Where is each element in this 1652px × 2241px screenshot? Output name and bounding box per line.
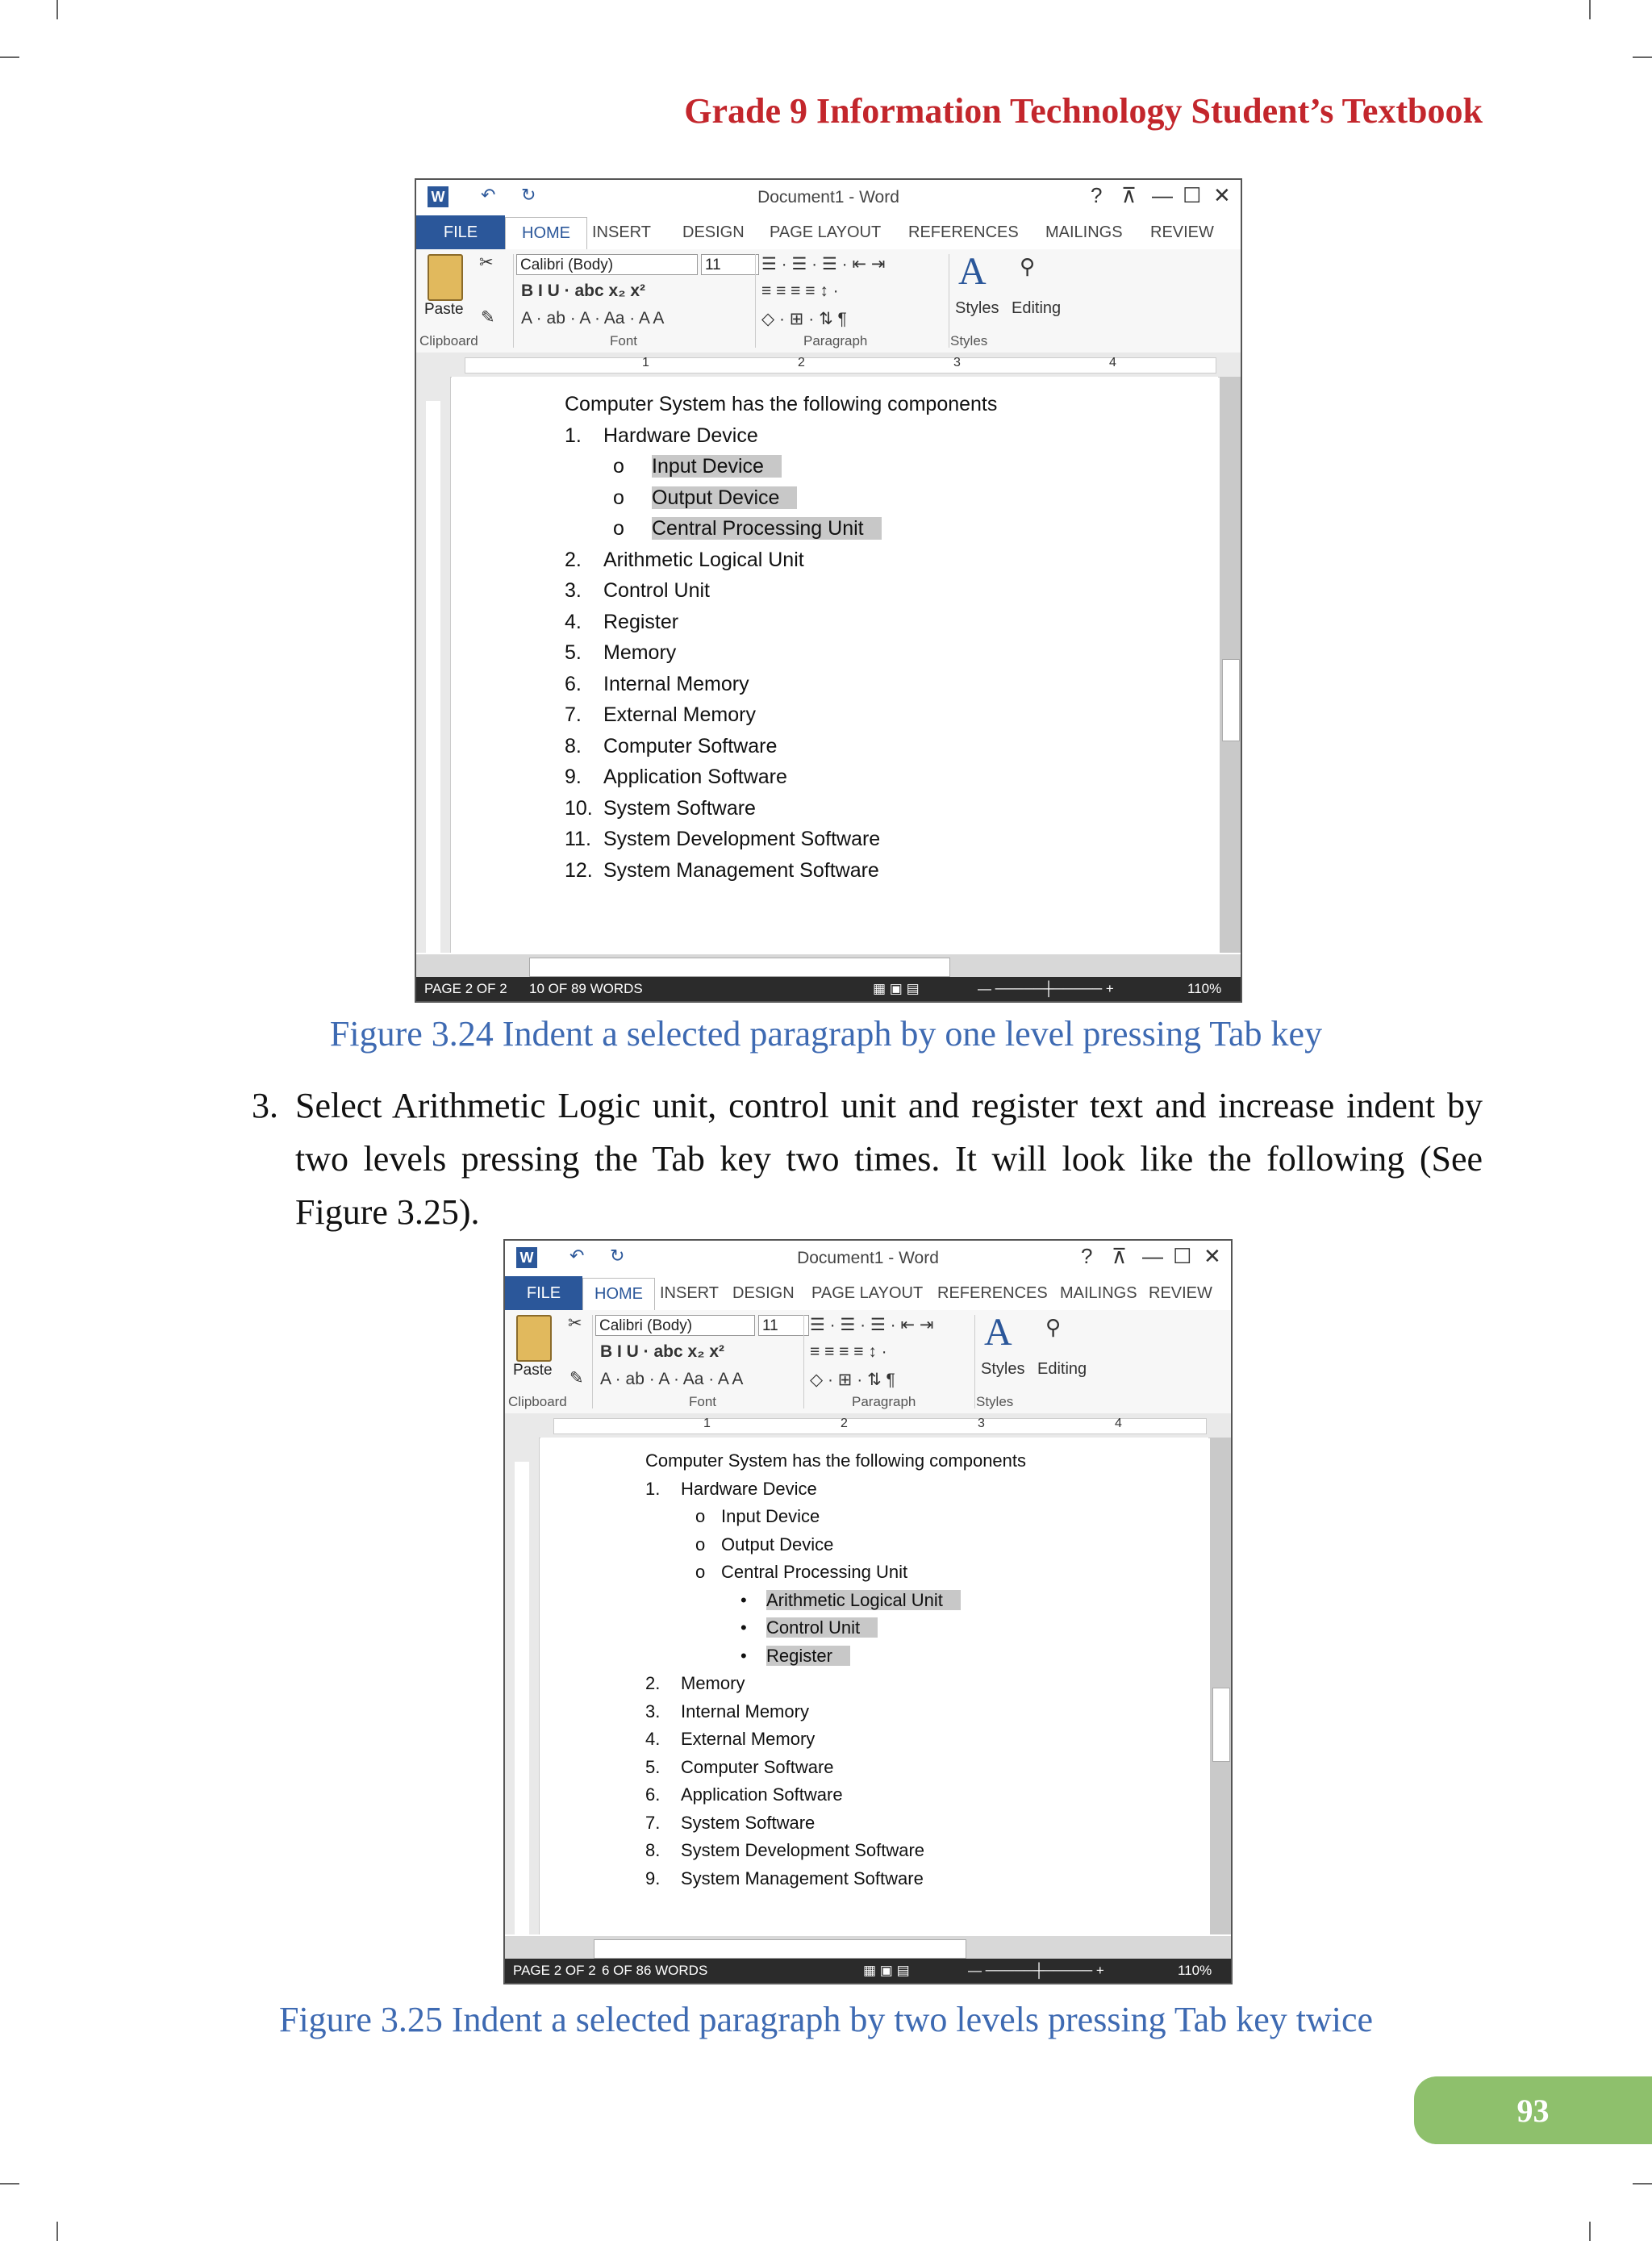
vertical-ruler	[416, 377, 451, 953]
group-label-clipboard: Clipboard	[419, 333, 478, 348]
word-count[interactable]: 10 OF 89 WORDS	[529, 981, 643, 996]
list-marker: 7.	[645, 1812, 661, 1833]
list-item-text: Internal Memory	[603, 672, 749, 695]
font-name-box[interactable]: Calibri (Body)	[516, 254, 698, 275]
tab-page-layout[interactable]: PAGE LAYOUT	[811, 1284, 924, 1302]
crop-mark	[56, 0, 58, 19]
divider	[513, 254, 514, 348]
ribbon	[505, 1310, 1231, 1414]
crop-mark	[1589, 0, 1591, 19]
list-item-text: Input Device	[721, 1506, 820, 1526]
ribbon-tabs	[505, 1276, 1231, 1311]
close-icon[interactable]: ✕	[1204, 1244, 1221, 1268]
list-item[interactable]	[681, 1479, 817, 1500]
step-3	[252, 1079, 1483, 1239]
list-item-text: Output Device	[721, 1534, 834, 1555]
ruler-track	[553, 1418, 1207, 1434]
window-title: Document1 - Word	[797, 1249, 939, 1267]
tab-page-layout[interactable]: PAGE LAYOUT	[770, 223, 882, 241]
vertical-scroll-thumb[interactable]	[1212, 1688, 1230, 1762]
title-bar	[505, 1241, 1231, 1276]
align-buttons-icon[interactable]: ≡ ≡ ≡ ≡ ↕ ·	[810, 1342, 887, 1361]
list-item-text: System Development Software	[681, 1840, 925, 1860]
vertical-scroll-thumb[interactable]	[1222, 659, 1240, 741]
ribbon	[416, 249, 1241, 353]
minimize-icon[interactable]: —	[1152, 183, 1173, 207]
divider	[974, 1315, 975, 1408]
crop-mark	[1633, 2183, 1652, 2185]
horizontal-scroll-thumb[interactable]	[529, 958, 950, 977]
list-item[interactable]	[766, 1590, 961, 1611]
list-buttons-icon[interactable]: ☰ · ☰ · ☰ · ⇤ ⇥	[761, 255, 886, 273]
step-number: 3.	[252, 1086, 278, 1125]
shading-border-icon[interactable]: ◇ · ⊞ · ⇅ ¶	[810, 1371, 895, 1389]
list-item[interactable]	[652, 486, 797, 510]
list-marker: •	[740, 1617, 747, 1638]
word-count[interactable]: 6 OF 86 WORDS	[602, 1963, 708, 1978]
help-icon[interactable]: ?	[1091, 183, 1103, 207]
list-item[interactable]	[603, 611, 678, 634]
list-item[interactable]	[652, 517, 882, 540]
list-marker: •	[740, 1645, 747, 1666]
list-item[interactable]	[721, 1506, 820, 1527]
crop-mark	[56, 2222, 58, 2241]
vertical-scrollbar[interactable]	[1220, 377, 1241, 953]
zoom-level[interactable]: 110%	[1178, 1963, 1212, 1978]
divider	[592, 1315, 593, 1408]
cut-icon[interactable]: ✂	[479, 253, 494, 272]
list-marker: 6.	[565, 672, 582, 695]
list-item[interactable]	[603, 703, 756, 727]
minimize-icon[interactable]: —	[1142, 1244, 1163, 1268]
list-item[interactable]	[603, 641, 676, 665]
horizontal-scroll-thumb[interactable]	[594, 1939, 966, 1959]
bold-italic-underline-icons[interactable]: B I U · abc x₂ x²	[600, 1342, 725, 1361]
crop-mark	[0, 56, 19, 58]
group-label-paragraph: Paragraph	[803, 333, 868, 348]
list-item-text: Arithmetic Logical Unit	[766, 1590, 961, 1610]
crop-mark	[1589, 2222, 1591, 2241]
vertical-ruler-track	[426, 401, 440, 953]
list-item[interactable]	[681, 1784, 843, 1805]
list-item-text: Register	[766, 1646, 850, 1666]
group-label-font: Font	[610, 333, 638, 348]
document-page[interactable]	[452, 377, 1218, 953]
list-item[interactable]	[603, 579, 710, 603]
list-item-text: Application Software	[681, 1784, 843, 1805]
list-marker: o	[613, 455, 624, 478]
tab-home[interactable]: HOME	[582, 1278, 655, 1311]
group-label-styles: Styles	[976, 1394, 1014, 1409]
ruler-number: 1	[642, 356, 649, 369]
tab-home[interactable]: HOME	[505, 217, 587, 250]
word-app-icon: W	[428, 186, 448, 207]
tab-file[interactable]: FILE	[416, 215, 505, 249]
font-name-box[interactable]: Calibri (Body)	[595, 1315, 755, 1336]
view-buttons-icon[interactable]: ▦ ▣ ▤	[873, 981, 920, 996]
ruler-number: 4	[1115, 1417, 1122, 1430]
list-item-text: Memory	[681, 1673, 745, 1693]
paste-label[interactable]: Paste	[424, 301, 464, 318]
list-marker: 12.	[565, 858, 593, 882]
list-item-text: System Software	[603, 796, 756, 820]
paste-icon[interactable]	[428, 254, 463, 301]
editing-icon[interactable]: ⚲	[1020, 254, 1036, 278]
list-item-text: Computer Software	[681, 1756, 834, 1777]
zoom-slider[interactable]: — ─────┼───── +	[968, 1963, 1104, 1978]
page-header: Grade 9 Information Technology Student’s Textbook	[684, 91, 1483, 131]
list-marker: o	[695, 1562, 706, 1582]
list-marker: 9.	[645, 1868, 661, 1888]
list-item-text: Hardware Device	[681, 1478, 817, 1499]
list-marker: 2.	[645, 1673, 661, 1693]
list-item-text: Computer Software	[603, 734, 778, 757]
figure-3-25-caption: Figure 3.25 Indent a selected paragraph by two levels pressing Tab key twice	[278, 2000, 1374, 2039]
tab-mailings[interactable]: MAILINGS	[1045, 223, 1123, 241]
align-buttons-icon[interactable]: ≡ ≡ ≡ ≡ ↕ ·	[761, 282, 839, 300]
redo-icon[interactable]: ↻	[521, 185, 536, 205]
list-item-text: Output Device	[652, 486, 797, 509]
vertical-scrollbar[interactable]	[1210, 1438, 1231, 1934]
font-size-box[interactable]: 11	[701, 254, 759, 275]
tab-mailings[interactable]: MAILINGS	[1060, 1284, 1137, 1302]
page-number: 93	[1414, 2076, 1652, 2144]
list-item-text: Input Device	[652, 455, 782, 478]
tab-design[interactable]: DESIGN	[682, 223, 745, 241]
list-marker: 3.	[565, 579, 582, 602]
list-item[interactable]	[603, 828, 880, 851]
list-item-text: Hardware Device	[603, 424, 758, 447]
group-label-paragraph: Paragraph	[852, 1394, 916, 1409]
list-item-text: System Management Software	[681, 1868, 924, 1888]
ribbon-display-icon[interactable]: ⊼	[1121, 183, 1137, 207]
list-marker: •	[740, 1589, 747, 1610]
list-marker: o	[613, 517, 624, 540]
divider	[755, 254, 756, 348]
list-marker: 4.	[565, 610, 582, 633]
group-label-clipboard: Clipboard	[508, 1394, 567, 1409]
word-window-figure-3-24	[415, 178, 1242, 1003]
editing-label[interactable]: Editing	[1012, 299, 1062, 317]
group-label-font: Font	[689, 1394, 717, 1409]
list-item-text: Arithmetic Logical Unit	[603, 548, 804, 571]
list-item[interactable]	[603, 549, 804, 572]
styles-label[interactable]: Styles	[955, 299, 999, 317]
undo-icon[interactable]: ↶	[569, 1246, 585, 1266]
crop-mark	[0, 2183, 19, 2185]
maximize-icon[interactable]: ☐	[1173, 1244, 1192, 1268]
list-marker: 2.	[565, 548, 582, 571]
word-app-icon: W	[516, 1247, 537, 1268]
undo-icon[interactable]: ↶	[481, 185, 496, 205]
styles-icon[interactable]: A	[958, 250, 987, 293]
list-marker: o	[695, 1506, 706, 1526]
styles-label[interactable]: Styles	[981, 1360, 1025, 1378]
list-marker: 8.	[565, 734, 582, 757]
list-item-text: Central Processing Unit	[652, 517, 882, 540]
list-item[interactable]	[721, 1534, 833, 1555]
list-marker: 9.	[565, 766, 582, 788]
figure-3-24-caption: Figure 3.24 Indent a selected paragraph by one level pressing Tab key	[329, 1014, 1323, 1054]
list-item-text: Memory	[603, 641, 677, 664]
word-window-figure-3-25	[503, 1239, 1233, 1984]
editing-icon[interactable]: ⚲	[1045, 1315, 1062, 1339]
list-item[interactable]	[603, 424, 758, 448]
ruler-track	[465, 357, 1216, 374]
tab-review[interactable]: REVIEW	[1149, 1284, 1212, 1302]
list-marker: 5.	[565, 641, 582, 664]
title-bar	[416, 180, 1241, 215]
cut-icon[interactable]: ✂	[568, 1314, 582, 1333]
list-item[interactable]	[603, 859, 879, 883]
zoom-level[interactable]: 110%	[1187, 981, 1222, 996]
ribbon-tabs	[416, 215, 1241, 250]
ruler-number: 1	[703, 1417, 711, 1430]
list-item-text: Control Unit	[603, 579, 710, 602]
format-painter-icon[interactable]: ✎	[569, 1369, 584, 1388]
vertical-ruler-track	[515, 1462, 529, 1934]
list-item-text: External Memory	[603, 703, 756, 726]
tab-insert[interactable]: INSERT	[660, 1284, 719, 1302]
ruler-number: 3	[978, 1417, 985, 1430]
ribbon-display-icon[interactable]: ⊼	[1112, 1244, 1128, 1268]
crop-mark	[1633, 56, 1652, 58]
list-item-text: System Software	[681, 1812, 816, 1833]
list-item[interactable]	[652, 455, 782, 478]
list-marker: 8.	[645, 1840, 661, 1860]
paste-label[interactable]: Paste	[513, 1362, 553, 1379]
document-page[interactable]	[540, 1438, 1208, 1934]
styles-icon[interactable]: A	[984, 1311, 1012, 1354]
list-marker: 7.	[565, 703, 582, 726]
list-item-text: Central Processing Unit	[721, 1562, 908, 1582]
list-item[interactable]	[721, 1562, 907, 1583]
list-item[interactable]	[603, 797, 756, 820]
horizontal-scrollbar[interactable]	[505, 1936, 1231, 1960]
list-item-text: Register	[603, 610, 679, 633]
status-bar	[416, 977, 1241, 1001]
doc-heading: Computer System has the following components	[645, 1450, 1027, 1471]
paste-icon[interactable]	[516, 1315, 552, 1362]
list-marker: 10.	[565, 796, 593, 820]
list-marker: 6.	[645, 1784, 661, 1805]
list-item-text: External Memory	[681, 1729, 816, 1749]
list-marker: 11.	[565, 828, 591, 850]
list-item-text: Internal Memory	[681, 1701, 809, 1721]
tab-insert[interactable]: INSERT	[592, 223, 651, 241]
tab-references[interactable]: REFERENCES	[908, 223, 1019, 241]
tab-review[interactable]: REVIEW	[1150, 223, 1214, 241]
maximize-icon[interactable]: ☐	[1183, 183, 1202, 207]
font-size-box[interactable]: 11	[758, 1315, 809, 1336]
list-item-text: System Management Software	[603, 858, 879, 882]
shading-border-icon[interactable]: ◇ · ⊞ · ⇅ ¶	[761, 310, 847, 328]
group-label-styles: Styles	[950, 333, 988, 348]
status-bar	[505, 1959, 1231, 1983]
list-marker: 1.	[645, 1478, 661, 1499]
page-count[interactable]: PAGE 2 OF 2	[424, 981, 507, 996]
list-item[interactable]	[681, 1840, 924, 1861]
tab-design[interactable]: DESIGN	[732, 1284, 795, 1302]
list-item[interactable]	[766, 1617, 878, 1638]
divider	[803, 1315, 804, 1408]
vertical-ruler	[505, 1438, 540, 1934]
ruler-number: 3	[953, 356, 961, 369]
list-marker: 4.	[645, 1729, 661, 1749]
list-marker: o	[613, 486, 624, 509]
editing-label[interactable]: Editing	[1037, 1360, 1087, 1378]
list-item[interactable]	[603, 766, 787, 789]
ruler-number: 2	[841, 1417, 848, 1430]
list-item[interactable]	[766, 1646, 850, 1667]
list-item-text: Application Software	[603, 766, 787, 788]
list-item[interactable]	[681, 1757, 834, 1778]
redo-icon[interactable]: ↻	[610, 1246, 625, 1266]
zoom-slider[interactable]: — ─────┼───── +	[978, 981, 1114, 996]
list-item[interactable]	[603, 673, 749, 696]
list-marker: o	[695, 1534, 706, 1555]
tab-references[interactable]: REFERENCES	[937, 1284, 1048, 1302]
horizontal-scrollbar[interactable]	[416, 954, 1241, 979]
doc-heading: Computer System has the following components	[565, 393, 998, 415]
window-title: Document1 - Word	[757, 188, 899, 207]
ruler-number: 2	[798, 356, 805, 369]
list-buttons-icon[interactable]: ☰ · ☰ · ☰ · ⇤ ⇥	[810, 1316, 934, 1334]
list-item-text: Control Unit	[766, 1617, 878, 1638]
list-item[interactable]	[603, 735, 777, 758]
list-item[interactable]	[681, 1701, 809, 1722]
list-item[interactable]	[681, 1813, 815, 1834]
format-painter-icon[interactable]: ✎	[481, 308, 495, 327]
bold-italic-underline-icons[interactable]: B I U · abc x₂ x²	[521, 282, 646, 300]
horizontal-ruler	[416, 353, 1241, 378]
list-item[interactable]	[681, 1673, 745, 1694]
view-buttons-icon[interactable]: ▦ ▣ ▤	[863, 1963, 910, 1978]
help-icon[interactable]: ?	[1081, 1244, 1093, 1268]
step-text: Select Arithmetic Logic unit, control unit and register text and increase indent by two levels pressing the Tab key two times. It will look like the following (See Figure 3.25).	[295, 1086, 1483, 1232]
list-item[interactable]	[681, 1868, 924, 1889]
list-item[interactable]	[681, 1729, 815, 1750]
list-marker: 3.	[645, 1701, 661, 1721]
list-item-text: System Development Software	[603, 828, 881, 850]
list-marker: 1.	[565, 424, 582, 447]
ruler-number: 4	[1109, 356, 1116, 369]
font-color-icons[interactable]: A · ab · A · Aa · A A	[521, 309, 665, 328]
list-marker: 5.	[645, 1756, 661, 1777]
close-icon[interactable]: ✕	[1213, 183, 1231, 207]
font-color-icons[interactable]: A · ab · A · Aa · A A	[600, 1370, 744, 1388]
horizontal-ruler	[505, 1413, 1231, 1438]
page-count[interactable]: PAGE 2 OF 2	[513, 1963, 596, 1978]
tab-file[interactable]: FILE	[505, 1276, 582, 1310]
